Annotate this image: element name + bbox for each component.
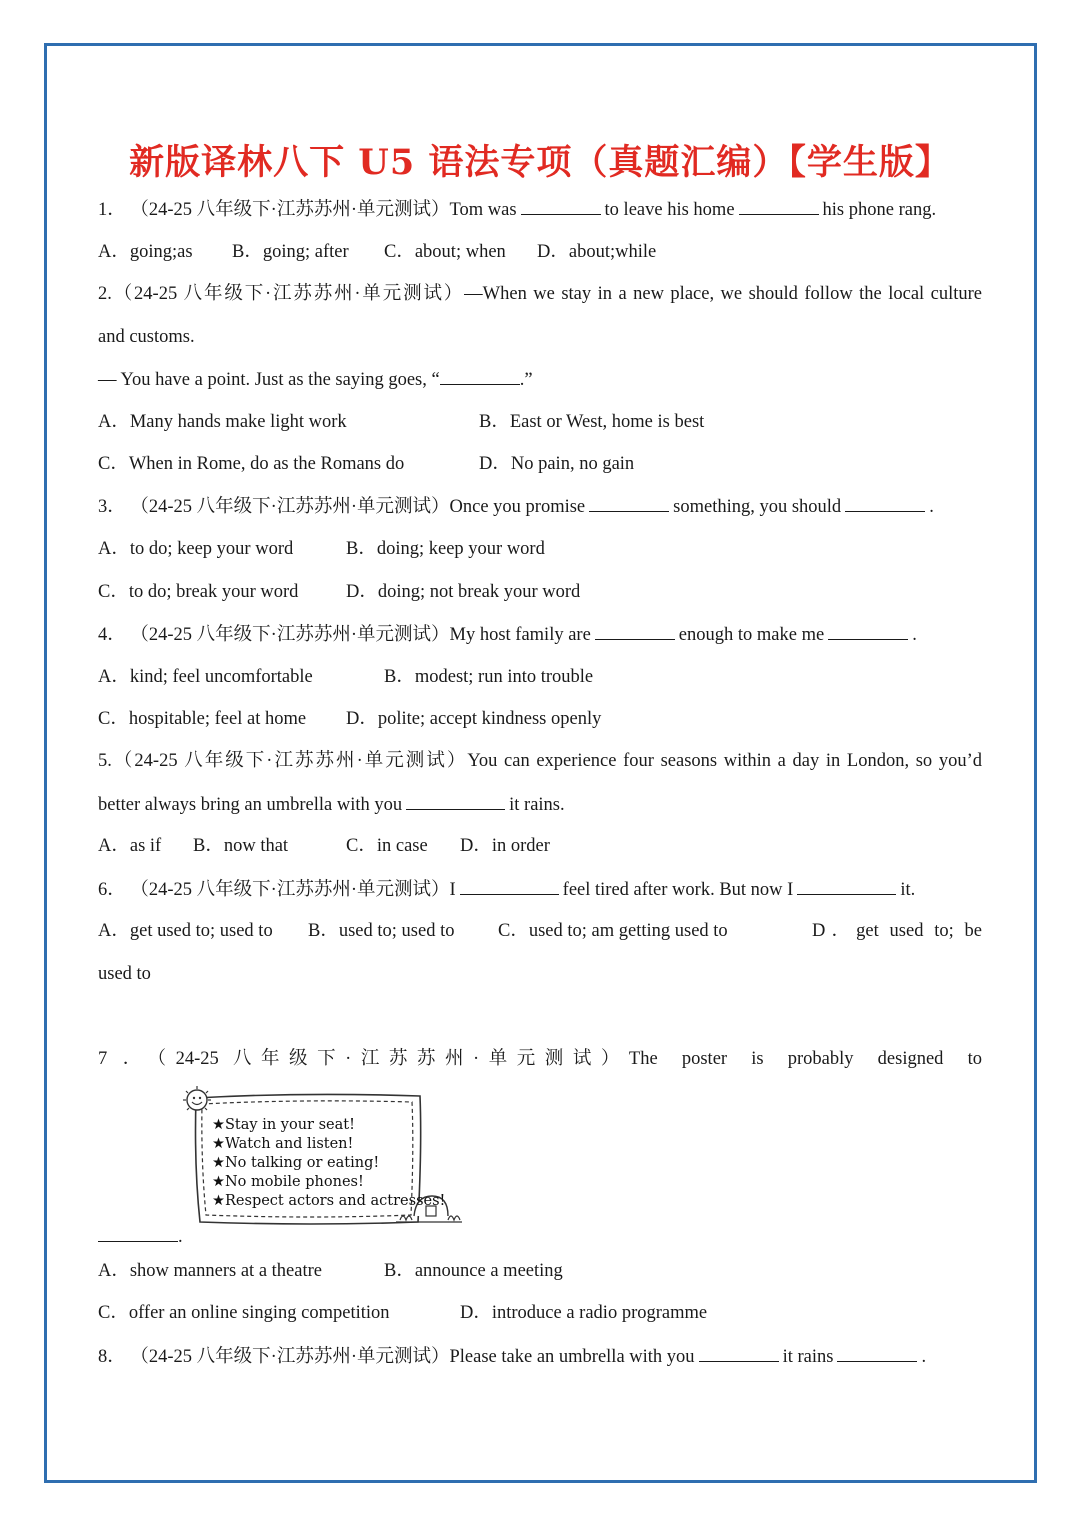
question-source: （24-25 八年级下·江苏苏州·单元测试） [156,1049,629,1069]
answer-blank [440,367,520,385]
option-a: A．Many hands make light work [98,412,347,432]
question-5-stem: 5.（24-25 八年级下·江苏苏州·单元测试）You can experience four seasons within a day in London, so you’d [98,751,982,771]
option-b: B．East or West, home is best [479,412,705,432]
option-d: D．about;while [537,242,657,262]
option-b: B．now that [193,836,289,856]
question-source: （24-25 八年级下·江苏苏州·单元测试） [111,751,468,771]
sun-icon [183,1086,211,1110]
question-5-stem-cont: better always bring an umbrella with you it rains. [98,792,565,817]
option-b: B．doing; keep your word [346,539,545,559]
answer-blank [589,494,669,512]
poster-rule: ★Stay in your seat! [212,1117,355,1133]
question-source: （24-25 八年级下·江苏苏州·单元测试） [130,1347,450,1367]
option-d-cont: used to [98,964,151,984]
question-source: （24-25 八年级下·江苏苏州·单元测试） [111,284,465,304]
answer-blank [98,1224,178,1242]
poster-rule: ★No talking or eating! [212,1155,380,1171]
poster-rule: ★No mobile phones! [212,1174,364,1190]
option-d: D．doing; not break your word [346,582,581,602]
option-b: B．used to; used to [308,921,455,941]
question-1-stem: 1． （24-25 八年级下·江苏苏州·单元测试）Tom was to leave his home his phone rang. [98,197,936,222]
question-7-stem: 7．（24-25 八年级下·江苏苏州·单元测试）The poster is probably designed to [98,1049,982,1069]
poster-rule: ★Respect actors and actresses! [212,1193,446,1209]
question-8-stem: 8． （24-25 八年级下·江苏苏州·单元测试）Please take an umbrella with you it rains . [98,1344,926,1369]
option-a: A．going;as [98,242,193,262]
option-c: C．about; when [384,242,506,262]
option-a: A．show manners at a theatre [98,1261,322,1281]
question-source: （24-25 八年级下·江苏苏州·单元测试） [130,497,450,517]
option-c: C．offer an online singing competition [98,1303,390,1323]
page-title: 新版译林八下 U5 语法专项（真题汇编）【学生版】 [129,142,951,183]
option-a: A．to do; keep your word [98,539,294,559]
option-d: D．polite; accept kindness openly [346,709,602,729]
option-c: C．When in Rome, do as the Romans do [98,454,405,474]
answer-blank [739,197,819,215]
question-4-stem: 4． （24-25 八年级下·江苏苏州·单元测试）My host family are enough to make me . [98,622,917,647]
answer-blank [460,877,559,895]
answer-blank [828,622,908,640]
question-2-reply: — You have a point. Just as the saying goes, “ .” [98,367,533,392]
answer-blank [797,877,896,895]
option-d: D．introduce a radio programme [460,1303,708,1323]
option-a: A．as if [98,836,162,856]
answer-blank [406,792,505,810]
answer-blank [837,1344,917,1362]
answer-blank [521,197,601,215]
question-2-stem: 2.（24-25 八年级下·江苏苏州·单元测试）—When we stay in a new place, we should follow the local culture [98,284,983,304]
question-7-stem-cont: . [98,1224,183,1249]
question-2-stem-cont: and customs. [98,327,195,347]
answer-blank [595,622,675,640]
option-a: A．kind; feel uncomfortable [98,667,313,687]
question-source: （24-25 八年级下·江苏苏州·单元测试） [130,625,450,645]
option-a: A．get used to; used to [98,921,273,941]
option-c: C．to do; break your word [98,582,299,602]
option-c: C．hospitable; feel at home [98,709,307,729]
question-6-stem: 6． （24-25 八年级下·江苏苏州·单元测试）I feel tired after work. But now I it. [98,877,915,902]
option-b: B．announce a meeting [384,1261,563,1281]
question-source: （24-25 八年级下·江苏苏州·单元测试） [130,200,450,220]
option-d: D．No pain, no gain [479,454,635,474]
poster-rule: ★Watch and listen! [212,1136,354,1152]
option-b: B．going; after [232,242,349,262]
poster-image [182,1086,466,1234]
answer-blank [699,1344,779,1362]
option-c: C．used to; am getting used to [498,921,728,941]
option-c: C．in case [346,836,428,856]
option-b: B．modest; run into trouble [384,667,594,687]
option-d: D．in order [460,836,550,856]
question-3-stem: 3． （24-25 八年级下·江苏苏州·单元测试）Once you promise something, you should . [98,494,934,519]
answer-blank [845,494,925,512]
option-d: D．get used to; be [812,921,982,941]
question-source: （24-25 八年级下·江苏苏州·单元测试） [130,880,450,900]
